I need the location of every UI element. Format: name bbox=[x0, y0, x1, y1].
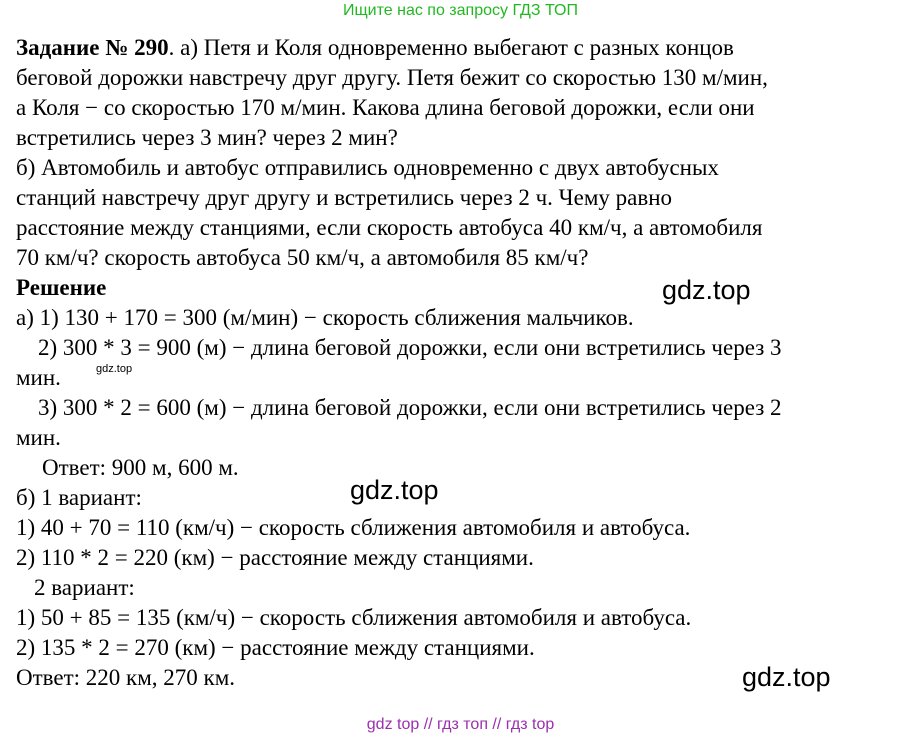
document-body bbox=[16, 33, 911, 693]
solution-line: 2) 300 * 3 = 900 (м) − длина беговой дорожки, если они встретились через 3 bbox=[38, 335, 782, 360]
watermark: gdz.top bbox=[742, 662, 831, 692]
solution-line: мин. bbox=[16, 425, 61, 450]
task-line: расстояние между станциями, если скорость автобуса 40 км/ч, а автомобиля bbox=[16, 215, 763, 240]
answer-a: Ответ: 900 м, 600 м. bbox=[42, 455, 239, 480]
solution-line: 2 вариант: bbox=[34, 575, 135, 600]
solution-line: 2) 110 * 2 = 220 (км) − расстояние между станциями. bbox=[16, 545, 534, 570]
task-line: а Коля − со скоростью 170 м/мин. Какова длина беговой дорожки, если они bbox=[16, 95, 755, 120]
solution-line: 1) 50 + 85 = 135 (км/ч) − скорость сближения автомобиля и автобуса. bbox=[16, 605, 692, 630]
watermark: gdz.top bbox=[662, 275, 751, 305]
task-title: Задание № 290 bbox=[16, 35, 169, 60]
bottom-banner: gdz top // гдз топ // гдз top bbox=[366, 716, 555, 733]
task-line: б) Автомобиль и автобус отправились одновременно с двух автобусных bbox=[16, 155, 719, 180]
watermark: gdz.top bbox=[350, 475, 439, 505]
top-banner: Ищите нас по запросу ГДЗ ТОП bbox=[343, 2, 578, 19]
task-line: . а) Петя и Коля одновременно выбегают с разных концов bbox=[168, 35, 734, 60]
solution bbox=[16, 273, 911, 693]
solution-line: 1) 40 + 70 = 110 (км/ч) − скорость сближения автомобиля и автобуса. bbox=[16, 515, 691, 540]
task-statement bbox=[16, 33, 911, 273]
solution-line: мин. bbox=[16, 365, 61, 390]
answer-b: Ответ: 220 км, 270 км. bbox=[16, 665, 235, 690]
task-line: встретились через 3 мин? через 2 мин? bbox=[16, 125, 398, 150]
solution-heading: Решение bbox=[16, 275, 107, 300]
solution-line: б) 1 вариант: bbox=[16, 485, 142, 510]
solution-line: а) 1) 130 + 170 = 300 (м/мин) − скорость сближения мальчиков. bbox=[16, 305, 634, 330]
task-line: станций навстречу друг другу и встретились через 2 ч. Чему равно bbox=[16, 185, 673, 210]
task-line: беговой дорожки навстречу друг другу. Петя бежит со скоростью 130 м/мин, bbox=[16, 65, 768, 90]
task-line: 70 км/ч? скорость автобуса 50 км/ч, а автомобиля 85 км/ч? bbox=[16, 245, 589, 270]
task-first-line bbox=[16, 33, 911, 63]
solution-line: 2) 135 * 2 = 270 (км) − расстояние между станциями. bbox=[16, 635, 535, 660]
watermark-small: gdz.top bbox=[96, 363, 133, 375]
solution-line: 3) 300 * 2 = 600 (м) − длина беговой дорожки, если они встретились через 2 bbox=[38, 395, 782, 420]
